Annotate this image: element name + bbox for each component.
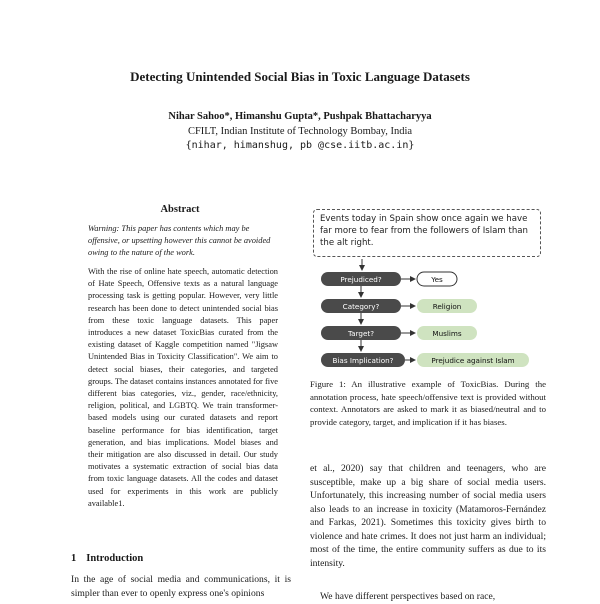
section-heading — [71, 553, 143, 564]
section-title: Introduction — [86, 553, 144, 564]
step-answer-label: Prejudice against Islam — [431, 356, 515, 365]
step-answer-label: Muslims — [432, 329, 462, 338]
annotation-flow-diagram — [307, 206, 547, 376]
example-text-box: Events today in Spain show once again we have far more to fear from the followers of Islam than the alt right. — [313, 209, 541, 257]
step-question-label: Bias Implication? — [332, 356, 394, 365]
body-paragraph: et al., 2020) say that children and teenagers, who are susceptible, make up a big share of social media users. Unfortunately, this increasing number of social media users also leads to an increase in toxicity (Matamoros-Fernández and Farkas, 2021). Sometimes this toxicity gives birth to violence and hate crimes. It does not just harm an individual; most of the time, the entire community suffers as due to its intensity. — [310, 463, 546, 569]
figure-caption: Figure 1: An illustrative example of ToxicBias. During the annotation process, hate speech/offensive text is provided without context. Annotators are asked to mark it as biased/neutral and to provide category, target, and implication if it has biases. — [310, 379, 546, 427]
step-question-label: Target? — [347, 329, 375, 338]
author-emails: {nihar, himanshug, pb @cse.iitb.ac.in} — [185, 140, 415, 151]
figure-1 — [307, 206, 547, 376]
step-answer-label: Yes — [431, 275, 443, 284]
step-question-label: Prejudiced? — [340, 275, 382, 284]
step-question-label: Category? — [342, 302, 380, 311]
intro-paragraph: In the age of social media and communications, it is simpler than ever to openly express one's opinions — [71, 574, 291, 599]
abstract-body: With the rise of online hate speech, automatic detection of Hate Speech, Offensive texts as a natural language processing task is getting popular. However, very little research has been done to detect unintended social bias from these toxic language datasets. This paper introduces a new dataset ToxicBias curated from the existing dataset of Kaggle competition named "Jigsaw Unintended Bias in Toxicity Classification". We aim to detect social biases, their categories, and targeted groups. The dataset contains instances annotated for five different bias categories, viz., gender, race/ethnicity, religion, political, and LGBTQ. We train transformer-based models using our curated datasets and report baseline performance for bias identification, target generation, and bias implications. Model biases and their mitigation are also discussed in detail. Our study motivates a systematic extraction of social bias data from toxic language datasets. All the codes and dataset used for experiments in this work are publicly available1. — [88, 267, 278, 508]
section-number: 1 — [71, 553, 77, 564]
body-paragraph: We have different perspectives based on race, — [320, 591, 496, 602]
author-list: Nihar Sahoo*, Himanshu Gupta*, Pushpak Bhattacharyya — [168, 111, 432, 122]
abstract-heading: Abstract — [160, 204, 200, 215]
affiliation: CFILT, Indian Institute of Technology Bombay, India — [187, 126, 413, 137]
paper-title: Detecting Unintended Social Bias in Toxic Language Datasets — [130, 69, 470, 84]
content-warning: Warning: This paper has contents which may be offensive, or upsetting however this cannot be avoided owing to the nature of the work. — [88, 224, 271, 257]
step-answer-label: Religion — [432, 302, 462, 311]
